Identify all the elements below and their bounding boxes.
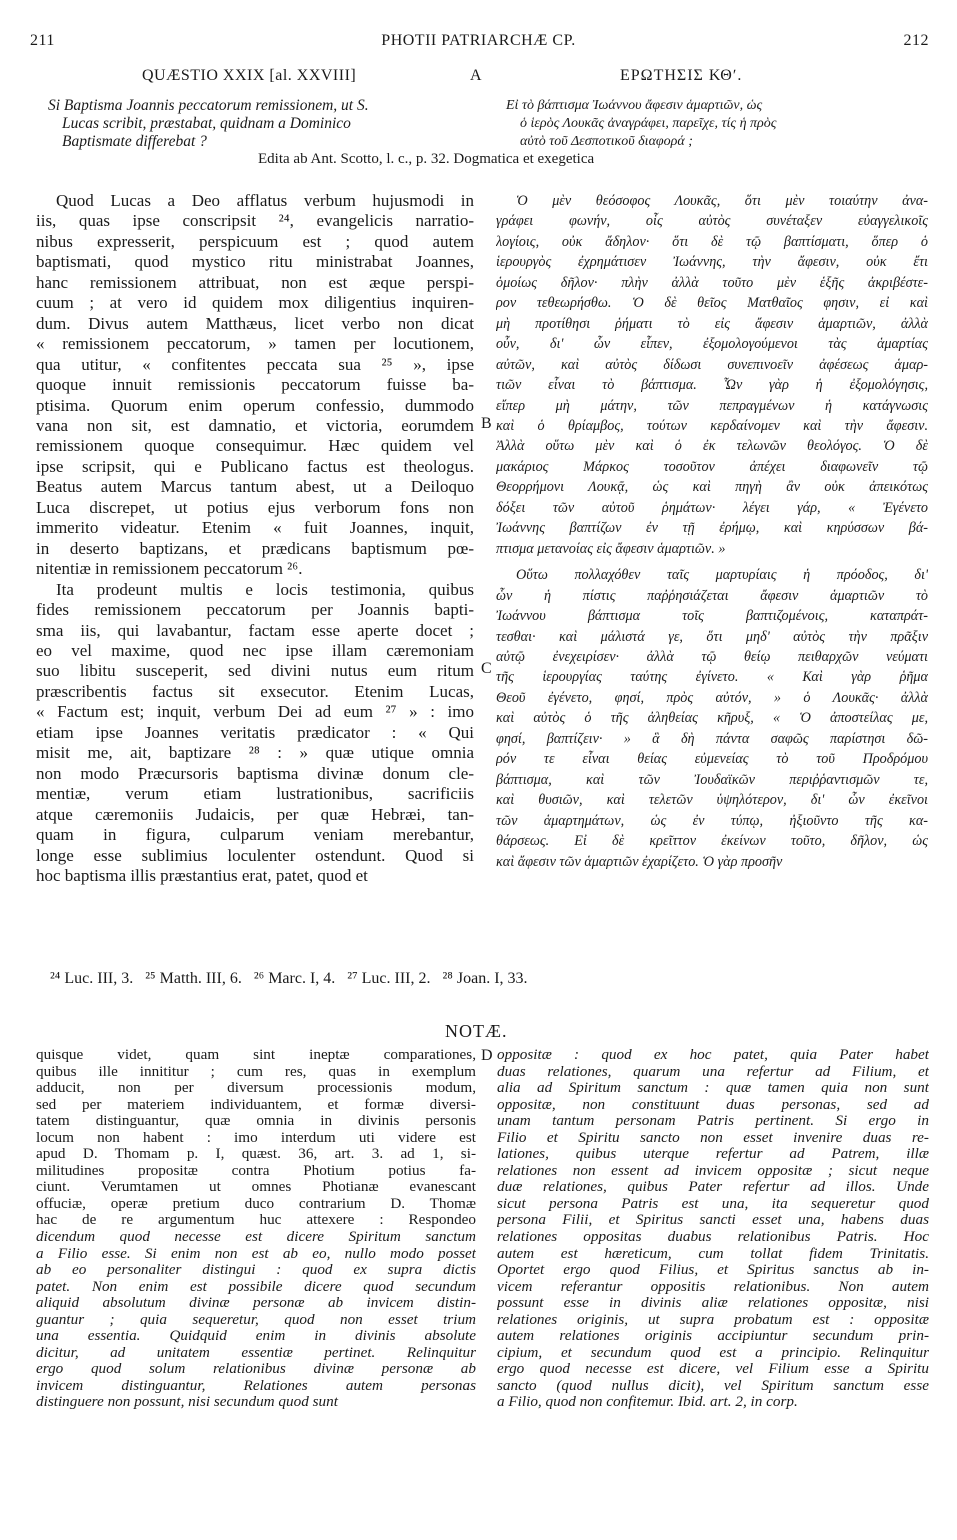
note-line: persona Filii, et Spiritus sancti esset una, habens duas xyxy=(497,1212,929,1229)
note-line: quibus ille innititur ; cum res, quas in exemplum xyxy=(36,1063,476,1080)
latin-paragraph-2 xyxy=(36,580,474,887)
greek-text-line: καὶ θυσιῶν, καὶ τελετῶν ὑψηλότερον, δι' ὧν ἐκεῖνοι xyxy=(496,792,928,809)
margin-letter-c: C xyxy=(481,660,492,677)
greek-question-title: ΕΡΩΤΗΣΙΣ ΚΘʹ. xyxy=(620,67,743,84)
greek-text-line: τῆς ἱερουργίας ταύτης ἐγίνετο. « Καὶ γὰρ ῥῆμα xyxy=(496,669,928,686)
latin-text-line: eo vel maxime, quod nec ipse illam cæremoniam xyxy=(36,640,474,660)
latin-text-line: in deserto baptizans, et prædicans baptismum pœ- xyxy=(36,538,474,558)
latin-text-line: baptismati, quod mystico ritu ministrabat Joannes, xyxy=(36,252,474,272)
note-line: quisque videt, quam sint ineptæ comparationes, xyxy=(36,1047,476,1063)
greek-text-line: Θεορρήμονι Λουκᾷ, ὡς καὶ πηγὴ ἂν οὐκ ἀπεικότως xyxy=(496,479,928,496)
note-line: apud D. Thomam p. I, quæst. 36, art. 3. ad 1, si- xyxy=(36,1146,476,1163)
section-letter-a: A xyxy=(470,67,482,84)
greek-text-line: Ἰωάννου βάπτισμα τοῖς βαπτιζομένοις, καταπράτ- xyxy=(496,608,928,625)
note-line: possunt esse in divinis aliæ relationes oppositæ, nisi xyxy=(497,1295,929,1312)
greek-text-line: πτισμα μετανοίας εἰς ἄφεσιν ἁμαρτιῶν. » xyxy=(496,540,726,557)
latin-text-line: misit me, ait, baptizare ²⁸ : » quæ utique omnia xyxy=(36,743,474,763)
latin-paragraph-1 xyxy=(36,191,474,580)
latin-text-line: Beatus autem Marcus tantum abest, ut a Deiloquo xyxy=(36,477,474,497)
latin-text-line: longe esse sublimius loculenter ostendunt. Quod si xyxy=(36,845,474,865)
note-line: dicendum quod necesse est dicere Spiritum sanctum xyxy=(36,1229,476,1246)
greek-question-line: Εἰ τὸ βάπτισμα Ἰωάννου ἄφεσιν ἁμαρτιῶν, ὡς xyxy=(506,98,763,113)
latin-text-line: immerito videatur. Etenim « fuit Joannes, inquit, xyxy=(36,518,474,538)
note-line: una essentia. Quidquid enim in divinis absolute xyxy=(36,1328,476,1345)
greek-text-line: μὴ προτίθησι ῥήματι τὸ εἰς ἄφεσιν ἁμαρτιῶν, ἀλλὰ xyxy=(496,315,928,332)
greek-text-line: δόξει τῶν αὐτοῦ ῥημάτων· λέγει γάρ, « Ἐγένετο xyxy=(496,499,928,516)
latin-question xyxy=(48,97,488,151)
page-number-right: 212 xyxy=(903,32,929,49)
latin-text-line: cuum ; at vero id quidem mox diligentius inquiren- xyxy=(36,293,474,313)
greek-text-line: αὐτῷ ἐνεχειρίσεν· ἀλλὰ τῷ θείῳ πειθαρχῶν νεύματι xyxy=(496,648,928,665)
greek-text-line: καὶ αὐτὸς ὁ τῆς ἀληθείας κῆρυξ, « Ὁ ἀποστείλας με, xyxy=(496,710,928,727)
greek-text-line: λογίοις, οὐκ ἄδηλον· ὅτι δὲ τῷ βαπτίσματι, ὅπερ ὁ xyxy=(496,233,928,250)
note-line: autem relationes originis accipiuntur secundum prin- xyxy=(497,1328,929,1345)
note-line: militudines propositæ contra Photium potius fa- xyxy=(36,1162,476,1179)
latin-question-line: Lucas scribit, præstabat, quidnam a Dominico xyxy=(62,115,351,132)
latin-text-line: Ita prodeunt multis e locis testimonia, quibus xyxy=(56,579,474,599)
greek-text-line: βάπτισμα, καὶ τῶν Ἰουδαϊκῶν περιῤῥαντισμῶν τε, xyxy=(496,771,928,788)
margin-letter-b: B xyxy=(481,415,492,432)
latin-text-line: Quod Lucas a Deo afflatus verbum hujusmodi in xyxy=(56,191,474,210)
latin-question-line: Baptismate differebat ? xyxy=(62,133,207,150)
latin-text-line: ipse scripsit, qui e Publicano factus est theologus. xyxy=(36,456,474,476)
note-line: a Filio, quod non confitemur. Ibid. art. 2, in corp. xyxy=(497,1394,798,1411)
note-line: sed per materiem individuantem, et formæ diversi- xyxy=(36,1096,476,1113)
latin-body-column xyxy=(36,191,474,886)
note-line: Filio et Spiritu sancto non esset invenire duas re- xyxy=(497,1129,929,1146)
note-line: vicem referantur oppositis relationibus. Non autem xyxy=(497,1278,929,1295)
greek-text-line: αὐτῶν, καὶ αὐτὸς δίδωσι συνεπινοεῖν ἀφέσεως ἁμαρ- xyxy=(496,356,928,373)
note-line: duas relationes, quarum una refertur ad Filium, et xyxy=(497,1063,929,1080)
edition-note: Edita ab Ant. Scotto, l. c., p. 32. Dogmatica et exegetica xyxy=(258,151,595,167)
note-line: a Filio esse. Si enim non est ab eo, nullo modo posset xyxy=(36,1245,476,1262)
margin-letter-d: D xyxy=(481,1047,493,1064)
greek-text-line: οὖν, δι' ὧν εἶπεν, ἐξομολογούμενοι τὰς ἁμαρτίας xyxy=(496,336,928,353)
latin-text-line: « remissionem peccatorum, » tamen per locutionem, xyxy=(36,334,474,354)
latin-text-line: « Factum est; inquit, verbum Dei ad eum ²⁷ » : imo xyxy=(36,702,474,722)
latin-question-title: QUÆSTIO XXIX [al. XXVIII] xyxy=(142,67,357,84)
latin-text-line: non modo Præcursoris baptisma divinæ donum cle- xyxy=(36,763,474,783)
greek-question-line: αὐτὸ τοῦ Δεσποτικοῦ διαφορά ; xyxy=(520,134,693,149)
note-line: locum non habent : imo interdum uti videre est xyxy=(36,1129,476,1146)
latin-text-line: etiam ipse Joannes veritatis prædicator : « Qui xyxy=(36,722,474,742)
note-line: Oportet ergo quod Filius, et Spiritus sanctus ab in- xyxy=(497,1262,929,1279)
note-line: relationes originis, ut supra probatum est : oppositæ xyxy=(497,1311,929,1328)
note-line: distinguere non possunt, nisi secundum quod sunt xyxy=(36,1394,338,1411)
notes-left-column xyxy=(36,1047,476,1411)
latin-text-line: hoc baptisma illis præstantius erat, patet, quod et xyxy=(36,865,368,885)
latin-text-line: iis, quas ipse conscripsit ²⁴, evangelicis narratio- xyxy=(36,211,474,231)
greek-text-line: Ὁ μὲν θεόσοφος Λουκᾶς, ὅτι μὲν τοιαύτην ἀνα- xyxy=(516,193,928,209)
latin-text-line: qua utitur, « confitentes peccata sua ²⁵ », ipse xyxy=(36,354,474,374)
page-number-left: 211 xyxy=(30,32,55,49)
latin-text-line: quoque innuit remissionis peccatorum fuisse ba- xyxy=(36,375,474,395)
latin-text-line: atque cæremoniis Judaicis, per quæ Hebræi, tan- xyxy=(36,804,474,824)
greek-text-line: ὁμοίως δῆλον· πλὴν ἀλλὰ τοῦτο μὲν ἑξῆς ἀκριβέστε- xyxy=(496,274,928,291)
greek-text-line: ρόν τε εἶναι θείας εὐμενείας τὸ τοῦ Προδρόμου xyxy=(496,751,928,768)
greek-text-line: γράφει φωνήν, οἷς αὐτὸς συνέταξεν εὐαγγελικοῖς xyxy=(496,213,928,230)
greek-paragraph-2 xyxy=(496,565,928,872)
note-line: dicitur, ad unitatem essentiæ pertinet. Relinquitur xyxy=(36,1344,476,1361)
greek-text-line: ρον τεθεωρήσθω. Ὁ δὲ θεῖος Ματθαῖος φησιν, εἰ καὶ xyxy=(496,295,928,312)
latin-text-line: sma iis, qui lavabantur, factam esse aperte docet ; xyxy=(36,620,474,640)
latin-text-line: suo libitu susceperit, sed divini nutus eum ritum xyxy=(36,661,474,681)
latin-text-line: remissionem quoque consequimur. Hæc quidem vel xyxy=(36,436,474,456)
latin-text-line: ptisima. Quorum enim operum confessio, dummodo xyxy=(36,395,474,415)
latin-text-line: nibus expresserit, perspicuum est ; quod autem xyxy=(36,231,474,251)
greek-text-line: Ἰωάννης βαπτίζων ἐν τῇ ἐρήμῳ, καὶ κηρύσσων βά- xyxy=(496,520,928,537)
latin-text-line: fides remissionem peccatorum per Joannis bapti- xyxy=(36,600,474,620)
note-line: aliquid absolutum divinæ personæ ab invicem distin- xyxy=(36,1295,476,1312)
greek-text-line: ὧν ἡ πίστις παῤῥησιάζεται ἄφεσιν ἁμαρτιῶν τὸ xyxy=(496,587,928,604)
latin-text-line: Luca discrepet, ut potius ejus verborum fons non xyxy=(36,497,474,517)
notes-right-column xyxy=(497,1047,929,1411)
note-line: lationes, quibus uterque refertur ad Patrem, illæ xyxy=(497,1146,929,1163)
greek-text-line: Θεοῦ ἐγένετο, φησί, πρὸς αὐτόν, » ὁ Λουκᾶς· ἀλλὰ xyxy=(496,689,928,706)
note-line: cipium, et secundum quod est a principio. Relinquitur xyxy=(497,1344,929,1361)
note-line: ciunt. Verumtamen ut omnes Photianæ evanescant xyxy=(36,1179,476,1196)
note-line: tatem distinguantur, quæ omnia in divinis personis xyxy=(36,1113,476,1130)
note-line: ergo quod solum relationibus divinæ personæ ab xyxy=(36,1361,476,1378)
latin-text-line: dum. Divus autem Matthæus, licet verbo non dicat xyxy=(36,313,474,333)
latin-text-line: nitentiæ in remissionem peccatorum ²⁶. xyxy=(36,559,303,579)
greek-text-line: ἱερουργὸς ἐχρημάτισεν Ἰωάννης, τὴν ἄφεσιν, οὐκ ἔτι xyxy=(496,254,928,271)
note-line: hac de re argumentum huc attexere : Respondeo xyxy=(36,1212,476,1229)
greek-text-line: Ἀλλὰ οὕτω μὲν καὶ ὁ ἐκ τελωνῶν θεολόγος. Ὁ δὲ xyxy=(496,438,928,455)
note-line: ab eo personaliter distingui : quod ex supra dictis xyxy=(36,1262,476,1279)
note-line: oppositæ, non constituunt duas personas, sed ad xyxy=(497,1096,929,1113)
note-line: guantur ; quia sequeretur, quod non esset trium xyxy=(36,1311,476,1328)
note-line: adducit, non per diversum processionis modum, xyxy=(36,1080,476,1097)
greek-question-line: ὁ ἱερὸς Λουκᾶς ἀναγράφει, παρεῖχε, τίς ἡ πρὸς xyxy=(520,116,777,131)
note-line: oppositæ : quod ex hoc patet, quia Pater habet xyxy=(497,1047,929,1063)
greek-text-line: θάρσεως. Εἰ δὲ κρεῖττον ἐκείνων τοῦτο, δῆλον, ὡς xyxy=(496,833,928,850)
latin-text-line: præscribentis factus sit exsecutor. Etenim Lucas, xyxy=(36,681,474,701)
note-line: unam tantum personam Patris pertinent. Si ergo in xyxy=(497,1113,929,1130)
greek-body-column xyxy=(496,191,928,872)
note-line: autem est hæreticum, cum tollat fidem Trinitatis. xyxy=(497,1245,929,1262)
note-line: relationes non essent ad invicem oppositæ ; sicut neque xyxy=(497,1162,929,1179)
note-line: sicut persona Patris est una, ita sequeretur quod xyxy=(497,1195,929,1212)
note-line: offuciæ, operæ pretium duco contrarium D. Thomæ xyxy=(36,1195,476,1212)
greek-text-line: καὶ ἄφεσιν τῶν ἁμαρτιῶν ἐχαρίζετο. Ὁ γὰρ προσῆν xyxy=(496,853,783,870)
footnotes: ²⁴ Luc. III, 3. ²⁵ Matth. III, 6. ²⁶ Marc. I, 4. ²⁷ Luc. III, 2. ²⁸ Joan. I, 33. xyxy=(50,970,528,987)
note-line: relationes oppositas duabus relationibus Patris. Hoc xyxy=(497,1229,929,1246)
note-line: alia ad Spiritum sanctum : quæ tamen quia non sunt xyxy=(497,1080,929,1097)
latin-text-line: mentiæ, verum etiam lustrationibus, sacrificiis xyxy=(36,784,474,804)
note-line: patet. Non enim est possibile dicere quod secundum xyxy=(36,1278,476,1295)
greek-text-line: μακάριος Μάρκος τοσοῦτον ἀπέχει διαφωνεῖν τῷ xyxy=(496,458,928,475)
latin-text-line: quam in figura, culparum veniam merebantur, xyxy=(36,825,474,845)
greek-question xyxy=(506,97,926,151)
greek-text-line: τεσθαι· καὶ μάλιστά γε, ὅτι μηδ' αὐτὸς τὴν πρᾶξιν xyxy=(496,628,928,645)
greek-text-line: Οὕτω πολλαχόθεν ταῖς μαρτυρίαις ἡ πρόοδος, δι' xyxy=(516,567,928,584)
note-line: ergo quod necesse est dicere, vel Filium esse a Spiritu xyxy=(497,1361,929,1378)
latin-question-line: Si Baptisma Joannis peccatorum remissionem, ut S. xyxy=(48,97,369,114)
note-line: sancto (quod nullus dicit), vel Spiritum sanctum esse xyxy=(497,1377,929,1394)
latin-text-line: hanc remissionem attribuat, non est æque perspi- xyxy=(36,272,474,292)
note-line: duæ relationes, quibus Pater refertur ad illos. Unde xyxy=(497,1179,929,1196)
greek-text-line: τῶν ἁμαρτημάτων, ὡς ἐν τύπῳ, ἠξιοῦντο τῆς κα- xyxy=(496,812,928,829)
greek-text-line: καὶ ὁ θρίαμβος, τούτων κερδαίνομεν καὶ τὴν ἄφεσιν. xyxy=(496,417,928,434)
note-line: invicem distinguantur, Relationes autem personas xyxy=(36,1377,476,1394)
greek-text-line: τιῶν εἶναι τὸ βάπτισμα. Ὧν γὰρ ἡ ἐξομολόγησις, xyxy=(496,377,928,394)
notae-title: NOTÆ. xyxy=(445,1021,508,1041)
latin-text-line: vana non sit, est damnatio, et victoria, eorumdem xyxy=(36,415,474,435)
greek-text-line: εἴπερ μὴ μάτην, τῶν πεπραγμένων ἡ κατάγνωσις xyxy=(496,397,928,414)
greek-paragraph-1 xyxy=(496,191,928,559)
running-title: PHOTII PATRIARCHÆ CP. xyxy=(381,32,576,49)
greek-text-line: φησί, βαπτίζειν· » ἃ δὴ πάντα σαφῶς παρίστησι δῶ- xyxy=(496,730,928,747)
